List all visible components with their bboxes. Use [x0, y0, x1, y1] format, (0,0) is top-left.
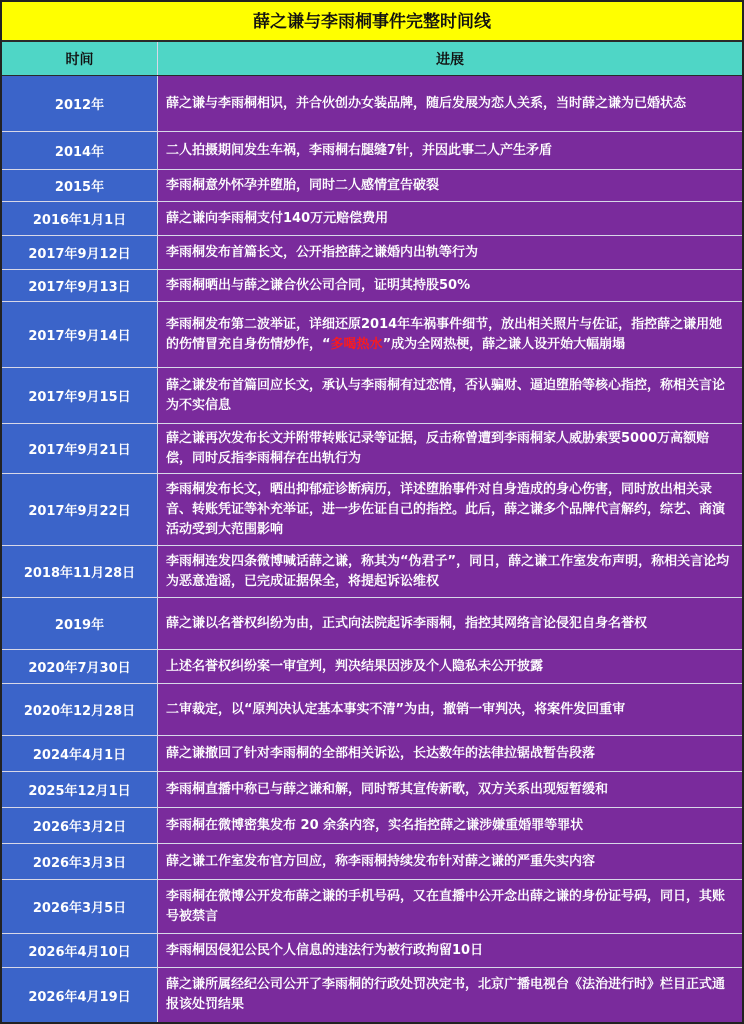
progress-text: 上述名誉权纠纷案一审宣判，判决结果因涉及个人隐私未公开披露 [166, 658, 544, 674]
progress-cell [158, 368, 742, 423]
time-cell: 2020年7月30日 [2, 650, 158, 683]
table-row [2, 968, 742, 1022]
time-cell: 2026年3月3日 [2, 844, 158, 879]
progress-text: 薛之谦发布首篇回应长文，承认与李雨桐有过恋情，否认骗财、逼迫堕胎等核心指控，称相关言论为不实信息 [166, 377, 726, 413]
time-cell: 2015年 [2, 170, 158, 201]
progress-text: 薛之谦所属经纪公司公开了李雨桐的行政处罚决定书，北京广播电视台《法治进行时》栏目正式通报该处罚结果 [166, 977, 726, 1012]
progress-cell [158, 808, 742, 843]
progress-text: 薛之谦向李雨桐支付140万元赔偿费用 [166, 210, 389, 226]
time-cell: 2024年4月1日 [2, 736, 158, 771]
progress-cell [158, 736, 742, 771]
header-progress: 进展 [436, 51, 464, 68]
table-body [2, 76, 742, 1022]
time-cell: 2017年9月12日 [2, 236, 158, 269]
time-cell: 2012年 [2, 76, 158, 131]
progress-cell [158, 270, 742, 301]
table-header [2, 42, 742, 76]
progress-text: 李雨桐直播中称已与薛之谦和解，同时帮其宣传新歌，双方关系出现短暂缓和 [166, 781, 609, 797]
time-cell: 2017年9月13日 [2, 270, 158, 301]
progress-cell [158, 650, 742, 683]
progress-text: 李雨桐在微博公开发布薛之谦的手机号码，又在直播中公开念出薛之谦的身份证号码，同日，其账号被禁言 [166, 888, 726, 924]
progress-text: 李雨桐在微博密集发布 20 余条内容，实名指控薛之谦涉嫌重婚罪等罪状 [166, 817, 584, 833]
time-cell: 2026年4月19日 [2, 968, 158, 1022]
table-row [2, 474, 742, 546]
time-cell: 2019年 [2, 598, 158, 649]
table-row [2, 132, 742, 170]
progress-cell [158, 880, 742, 933]
progress-cell [158, 170, 742, 201]
highlight-phrase: 多喝热水 [330, 336, 383, 352]
progress-text: 薛之谦以名誉权纠纷为由，正式向法院起诉李雨桐，指控其网络言论侵犯自身名誉权 [166, 615, 648, 631]
time-cell: 2020年12月28日 [2, 684, 158, 735]
time-cell: 2017年9月15日 [2, 368, 158, 423]
table-row [2, 598, 742, 650]
progress-cell [158, 302, 742, 367]
time-cell: 2017年9月21日 [2, 424, 158, 473]
table-row [2, 170, 742, 202]
progress-text: 薛之谦工作室发布官方回应，称李雨桐持续发布针对薛之谦的严重失实内容 [166, 853, 596, 869]
table-row [2, 236, 742, 270]
table-row [2, 844, 742, 880]
table-row [2, 934, 742, 968]
time-cell: 2016年1月1日 [2, 202, 158, 235]
progress-cell [158, 684, 742, 735]
progress-text: 薛之谦再次发布长文并附带转账记录等证据，反击称曾遭到李雨桐家人威胁索要5000万高额赔偿，同时反指李雨桐存在出轨行为 [166, 430, 710, 466]
time-cell: 2026年4月10日 [2, 934, 158, 967]
progress-text: 李雨桐发布首篇长文，公开指控薛之谦婚内出轨等行为 [166, 244, 479, 260]
progress-text: 李雨桐因侵犯公民个人信息的违法行为被行政拘留10日 [166, 942, 484, 958]
progress-cell [158, 132, 742, 169]
progress-cell [158, 968, 742, 1022]
table-row [2, 270, 742, 302]
table-row [2, 772, 742, 808]
table-row [2, 368, 742, 424]
progress-cell [158, 474, 742, 545]
time-cell: 2018年11月28日 [2, 546, 158, 597]
time-cell: 2014年 [2, 132, 158, 169]
progress-text: 李雨桐意外怀孕并堕胎，同时二人感情宣告破裂 [166, 177, 440, 193]
progress-text: 李雨桐晒出与薛之谦合伙公司合同，证明其持股50% [166, 277, 471, 293]
progress-text: 李雨桐连发四条微博喊话薛之谦，称其为“伪君子”，同日，薛之谦工作室发布声明，称相关言论均为恶意造谣，已完成证据保全，将提起诉讼维权 [166, 553, 730, 589]
table-row [2, 808, 742, 844]
progress-cell [158, 236, 742, 269]
progress-text: 二人拍摄期间发生车祸，李雨桐右腿缝7针，并因此事二人产生矛盾 [166, 142, 553, 158]
time-cell: 2025年12月1日 [2, 772, 158, 807]
table-row [2, 302, 742, 368]
progress-cell [158, 202, 742, 235]
time-cell: 2017年9月22日 [2, 474, 158, 545]
progress-text: 薛之谦与李雨桐相识，并合伙创办女装品牌，随后发展为恋人关系，当时薛之谦为已婚状态 [166, 95, 687, 111]
progress-cell [158, 424, 742, 473]
table-row [2, 424, 742, 474]
time-cell: 2026年3月2日 [2, 808, 158, 843]
table-row [2, 202, 742, 236]
header-time: 时间 [2, 42, 158, 75]
time-cell: 2026年3月5日 [2, 880, 158, 933]
table-row [2, 650, 742, 684]
progress-text-before: 李雨桐发布第二波举证，详细还原2014年车祸事件细节，放出相关照片与佐证，指控薛之谦用她的伤情冒充自身伤情炒作，“ [166, 316, 723, 352]
time-cell: 2017年9月14日 [2, 302, 158, 367]
page-title: 薛之谦与李雨桐事件完整时间线 [2, 2, 742, 42]
table-row [2, 736, 742, 772]
progress-text: 薛之谦撤回了针对李雨桐的全部相关诉讼，长达数年的法律拉锯战暂告段落 [166, 745, 596, 761]
table-row [2, 684, 742, 736]
progress-cell [158, 772, 742, 807]
progress-text-after: ”成为全网热梗，薛之谦人设开始大幅崩塌 [382, 336, 626, 352]
table-row [2, 76, 742, 132]
progress-cell [158, 934, 742, 967]
progress-text: 二审裁定，以“原判决认定基本事实不清”为由，撤销一审判决，将案件发回重审 [166, 701, 626, 717]
table-row [2, 546, 742, 598]
progress-cell [158, 598, 742, 649]
progress-cell [158, 76, 742, 131]
progress-cell [158, 546, 742, 597]
progress-cell [158, 844, 742, 879]
progress-text [166, 315, 734, 355]
progress-text: 李雨桐发布长文，晒出抑郁症诊断病历，详述堕胎事件对自身造成的身心伤害，同时放出相关录音、转账凭证等补充举证，进一步佐证自己的指控。此后，薛之谦多个品牌代言解约，综艺、商演活动受到大范围影响 [166, 481, 726, 537]
table-row [2, 880, 742, 934]
